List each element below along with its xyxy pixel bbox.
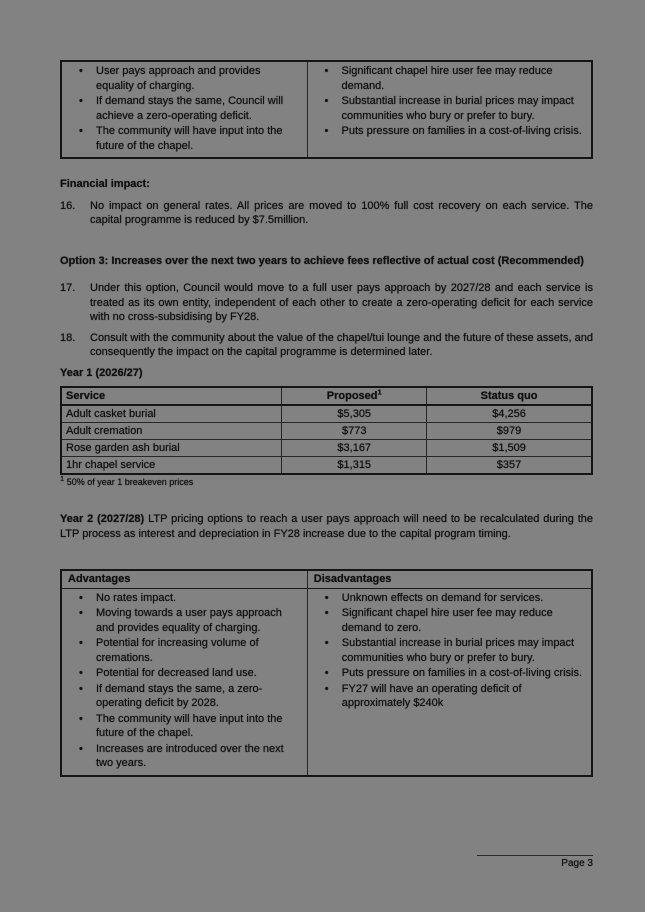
bullet-item: • If demand stays the same, Council will achieve a zero-operating deficit.	[72, 94, 301, 123]
page-content	[60, 60, 593, 777]
year1-heading: Year 1 (2026/27)	[60, 366, 143, 379]
bullet-item: • Substantial increase in burial prices may impact communities who bury or prefer to bury.	[318, 94, 585, 123]
bullet-item: • User pays approach and provides equality of charging.	[72, 64, 301, 93]
proposed-footnote-marker: 1	[377, 387, 382, 397]
advantages-header: Advantages	[61, 570, 307, 588]
advantages-list	[66, 591, 303, 771]
bullet-item: • Increases are introduced over the next two years.	[72, 742, 301, 771]
footnote-text: 50% of year 1 breakeven prices	[66, 477, 194, 487]
paragraph-text: Under this option, Council would move to a full user pays approach by 2027/28 and each service is treated as its own entity, independent of each other to create a zero-operating deficit for each service with no cross-subsidising by FY28.	[90, 282, 593, 323]
page-number-label: Page 3	[561, 858, 593, 869]
status-quo-cell: $357	[427, 457, 592, 475]
paragraph-number: 17.	[60, 282, 76, 294]
option3-pros-cons-table	[60, 569, 593, 777]
bullet-item: • If demand stays the same, a zero-operating deficit by 2028.	[72, 682, 301, 711]
paragraph-number: 18.	[60, 331, 76, 344]
header-service: Service	[61, 387, 282, 405]
table-header-row	[61, 570, 592, 588]
proposed-cell: $773	[282, 423, 427, 440]
service-cell: Adult casket burial	[61, 405, 282, 423]
disadvantages-list	[312, 591, 587, 711]
table-footnote	[60, 476, 593, 488]
table-row	[61, 405, 592, 423]
year2-text: LTP pricing options to reach a user pays approach will need to be recalculated during the LTP process as interest and depreciation in FY28 increase due to the capital program timing.	[60, 513, 593, 540]
disadvantages-header: Disadvantages	[307, 570, 592, 588]
proposed-cell: $1,315	[282, 457, 427, 475]
bullet-item: • Significant chapel hire user fee may reduce demand.	[318, 64, 585, 93]
header-proposed-label: Proposed	[326, 390, 378, 402]
disadvantages-cell	[307, 61, 592, 158]
year2-paragraph	[60, 512, 593, 541]
option3-heading: Option 3: Increases over the next two years to achieve fees reflective of actual cost (Recommended)	[60, 254, 584, 267]
advantages-cell	[61, 588, 307, 776]
bullet-item: • Puts pressure on families in a cost-of-living crisis.	[318, 124, 585, 139]
bullet-item: • Significant chapel hire user fee may reduce demand to zero.	[318, 606, 585, 635]
status-quo-cell: $979	[427, 423, 592, 440]
disadvantages-list	[312, 64, 587, 139]
table-row	[61, 588, 592, 776]
bullet-item: • Moving towards a user pays approach and provides equality of charging.	[72, 606, 301, 635]
service-cell: Adult cremation	[61, 423, 282, 440]
option2-pros-cons-table	[60, 60, 593, 159]
bullet-item: • No rates impact.	[72, 591, 301, 606]
header-status-quo: Status quo	[427, 387, 592, 405]
paragraph-text: No impact on general rates. All prices are moved to 100% full cost recovery on each service. The capital programme is reduced by $7.5million.	[90, 199, 593, 226]
service-cell: Rose garden ash burial	[61, 440, 282, 457]
fees-table-body	[61, 405, 592, 474]
advantages-cell	[61, 61, 307, 158]
proposed-cell: $3,167	[282, 440, 427, 457]
bullet-item: • Potential for increasing volume of cremations.	[72, 636, 301, 665]
status-quo-cell: $1,509	[427, 440, 592, 457]
numbered-paragraph	[60, 281, 593, 325]
numbered-paragraph	[60, 331, 593, 360]
financial-impact-heading: Financial impact:	[60, 178, 150, 190]
numbered-paragraph	[60, 199, 593, 228]
paragraph-number: 16.	[60, 199, 76, 212]
bullet-item: • FY27 will have an operating deficit of approximately $240k	[318, 682, 585, 711]
bullet-item: • Unknown effects on demand for services.	[318, 591, 585, 606]
disadvantages-cell	[307, 588, 592, 776]
header-proposed	[282, 387, 427, 405]
page-footer	[477, 855, 593, 869]
footnote-marker: 1	[60, 474, 65, 483]
table-row	[61, 423, 592, 440]
financial-impact-items	[60, 199, 593, 228]
advantages-list	[66, 64, 303, 153]
bullet-item: • The community will have input into the future of the chapel.	[72, 124, 301, 153]
bullet-item: • Substantial increase in burial prices may impact communities who bury or prefer to bury.	[318, 636, 585, 665]
option3-items	[60, 281, 593, 360]
service-cell: 1hr chapel service	[61, 457, 282, 475]
paragraph-text: Consult with the community about the value of the chapel/tui lounge and the future of these assets, and consequently the impact on the capital programme is determined later.	[90, 331, 593, 358]
table-row	[61, 457, 592, 475]
status-quo-cell: $4,256	[427, 405, 592, 423]
table-header-row	[61, 387, 592, 405]
bullet-item: • Potential for decreased land use.	[72, 666, 301, 681]
bullet-item: • Puts pressure on families in a cost-of-living crisis.	[318, 666, 585, 681]
proposed-cell: $5,305	[282, 405, 427, 423]
year2-lead: Year 2 (2027/28)	[60, 513, 145, 525]
table-row	[61, 61, 592, 158]
year1-fees-table	[60, 386, 593, 475]
bullet-item: • The community will have input into the future of the chapel.	[72, 712, 301, 741]
table-row	[61, 440, 592, 457]
